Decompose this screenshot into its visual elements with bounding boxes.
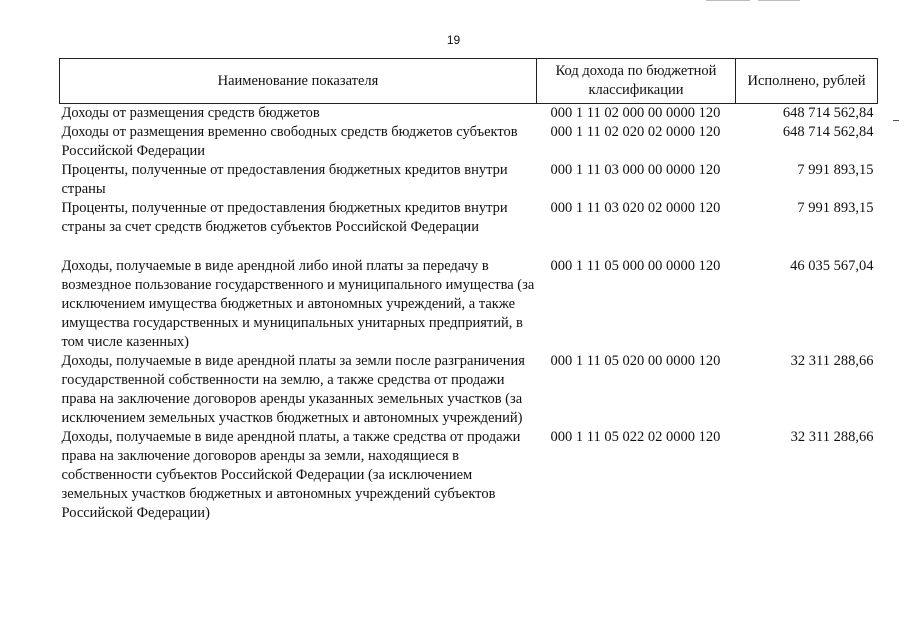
header-row: [60, 59, 878, 104]
spacer-cell: [60, 237, 878, 257]
table-header: [60, 59, 878, 104]
row-indicator-name: Доходы, получаемые в виде арендной платы, а также средства от продажи права на заключение договоров аренды за земли, находящиеся в собственности субъектов Российской Федерации (за исключением земельных участков бюджетных и автономных учреждений субъектов Российской Федерации): [61, 429, 521, 521]
row-revenue-code: 000 1 11 02 020 02 0000 120: [550, 124, 721, 140]
table-row: [60, 428, 878, 523]
scan-edge-line: [706, 0, 750, 1]
page-number: [0, 33, 905, 47]
row-revenue-code: 000 1 11 02 000 00 0000 120: [550, 105, 721, 121]
row-amount: 648 714 562,84: [782, 105, 874, 121]
row-indicator-name: Доходы от размещения средств бюджетов: [61, 105, 320, 121]
row-amount: 32 311 288,66: [790, 353, 874, 369]
row-amount: 7 991 893,15: [797, 200, 874, 216]
revenue-table-container: [59, 58, 877, 523]
row-amount: 46 035 567,04: [790, 258, 874, 274]
header-amount-executed: Исполнено, рублей: [736, 59, 878, 104]
table-row: [60, 161, 878, 199]
revenue-table: [59, 58, 878, 523]
row-amount: 32 311 288,66: [790, 429, 874, 445]
row-revenue-code: 000 1 11 03 000 00 0000 120: [550, 162, 721, 178]
table-row: [60, 104, 878, 124]
table-row: [60, 257, 878, 352]
table-row: [60, 199, 878, 237]
table-body: [60, 104, 878, 524]
row-indicator-name: Доходы, получаемые в виде арендной либо иной платы за передачу в возмездное пользование государственного и муниципального имущества (за исключением имущества бюджетных и автономных учреждений, а также имущества государственных и муниципальных унитарных предприятий, в том числе казенных): [61, 258, 535, 350]
row-amount: 648 714 562,84: [782, 124, 874, 140]
row-indicator-name: Доходы от размещения временно свободных средств бюджетов субъектов Российской Федерации: [61, 124, 518, 159]
row-revenue-code: 000 1 11 03 020 02 0000 120: [550, 200, 721, 216]
row-indicator-name: Проценты, полученные от предоставления бюджетных кредитов внутри страны за счет средств бюджетов субъектов Российской Федерации: [61, 200, 508, 235]
header-revenue-code: Код дохода по бюджетной классификации: [537, 59, 736, 104]
table-row: [60, 352, 878, 428]
scan-margin-mark: [893, 120, 899, 121]
row-revenue-code: 000 1 11 05 000 00 0000 120: [550, 258, 721, 274]
row-revenue-code: 000 1 11 05 022 02 0000 120: [550, 429, 721, 445]
header-indicator-name: Наименование показателя: [60, 59, 537, 104]
row-indicator-name: Проценты, полученные от предоставления бюджетных кредитов внутри страны: [61, 162, 508, 197]
row-spacer: [60, 237, 878, 257]
scan-edge-line: [758, 0, 800, 1]
page-number-text: 19: [446, 33, 461, 47]
table-row: [60, 123, 878, 161]
row-amount: 7 991 893,15: [797, 162, 874, 178]
row-revenue-code: 000 1 11 05 020 00 0000 120: [550, 353, 721, 369]
row-indicator-name: Доходы, получаемые в виде арендной платы за земли после разграничения государственной собственности на землю, а также средства от продажи права на заключение договоров аренды указанных земельных участков (за исключением земельных участков бюджетных и автономных учреждений): [61, 353, 525, 426]
